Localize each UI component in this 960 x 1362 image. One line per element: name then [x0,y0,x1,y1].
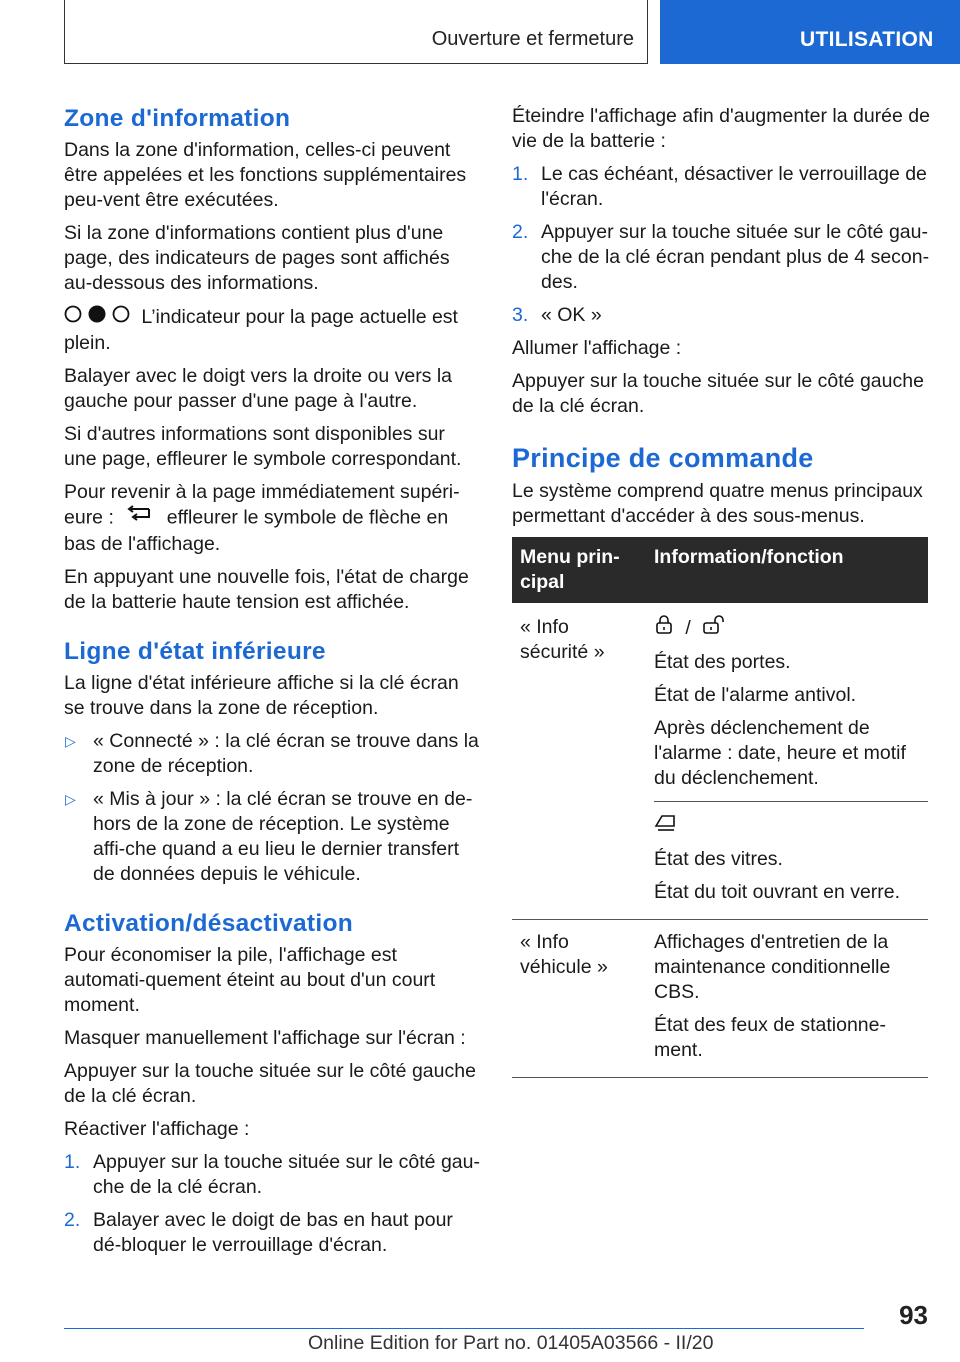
indicator-text: L’indicateur pour la page actuelle est plein. [64,305,458,354]
paragraph-page-indicator [64,304,482,356]
menu-table [512,537,928,1078]
paragraph: Le système comprend quatre menus principaux permettant d'accéder à des sous-menus. [512,480,923,527]
paragraph: La ligne d'état inférieure affiche si la clé écran se trouve dans la zone de réception. [64,672,459,719]
back-text-part1: Pour revenir à la page immédiatement supéri-eure : [64,481,460,529]
list-item: 1. Appuyer sur la touche située sur le côté gau-che de la clé écran. [64,1151,480,1198]
window-icon-line [654,812,920,839]
info-line: État des vitres. [654,848,783,870]
left-column [64,104,482,1266]
info-line: Après déclenchement de l'alarme : date, heure et motif du déclenchement. [654,717,906,789]
info-line: État du toit ouvrant en verre. [654,881,901,903]
cell-divider [654,801,928,802]
list-item: ▷ « Connecté » : la clé écran se trouve dans la zone de réception. [65,730,479,777]
table-cell-info [646,603,928,920]
page-number: 93 [899,1300,928,1330]
status-bullet-list [64,729,482,887]
paragraph: Réactiver l'affichage : [64,1118,250,1140]
page-indicator-icon [64,304,130,331]
table-header-menu: Menu prin-cipal [512,537,646,603]
header-chapter-label: UTILISATION [800,28,934,51]
paragraph: Dans la zone d'information, celles-ci peuvent être appelées et les fonctions supplémentaires peu-vent être exécutées. [64,139,467,211]
table-cell-menu: « Info véhicule » [512,920,646,1078]
footer-rule [64,1328,864,1329]
header-chapter-tab [660,0,960,64]
turn-off-steps [512,162,932,328]
heading-zone-information: Zone d'information [64,105,291,132]
list-item: ▷ « Mis à jour » : la clé écran se trouve en de-hors de la zone de réception. Le système affi-che quand a eu lieu le dernier transfert de données depuis le véhicule. [65,788,473,885]
footer-edition: Online Edition for Part no. 01405A03566 - II/20 [308,1332,714,1354]
lock-closed-icon [654,615,674,642]
paragraph: Pour économiser la pile, l'affichage est automati-quement éteint au bout d'un court moment. [64,944,436,1016]
table-cell-menu: « Info sécurité » [512,603,646,920]
list-item: 2. Balayer avec le doigt de bas en haut pour dé-bloquer le verrouillage d'écran. [64,1209,453,1256]
paragraph: Balayer avec le doigt vers la droite ou vers la gauche pour passer d'une page à l'autre. [64,365,453,412]
paragraph-back-arrow [64,480,482,557]
paragraph: Éteindre l'affichage afin d'augmenter la durée de vie de la batterie : [512,105,930,152]
list-item: 2. Appuyer sur la touche située sur le côté gau-che de la clé écran pendant plus de 4 secon-des. [512,221,930,293]
paragraph: Si d'autres informations sont disponibles sur une page, effleurer le symbole correspondant. [64,423,462,470]
heading-ligne-etat: Ligne d'état inférieure [64,638,326,665]
heading-principe-commande: Principe de commande [512,443,814,473]
header-section-title: Ouverture et fermeture [431,28,634,50]
list-item: 1. Le cas échéant, désactiver le verrouillage de l'écran. [512,163,927,210]
info-line: Affichages d'entretien de la maintenance conditionnelle CBS. [654,931,891,1003]
info-line: État de l'alarme antivol. [654,684,857,706]
paragraph: Si la zone d'informations contient plus d'une page, des indicateurs de pages sont affichés au-dessous des informations. [64,222,450,294]
table-row [512,920,928,1078]
table-header-info: Information/fonction [646,537,928,603]
window-icon [654,812,678,839]
lock-icons-line: / [654,615,920,642]
list-item: 3. « OK » [512,304,602,326]
back-text-part2: effleurer le symbole de flèche en bas de l'affichage. [64,506,449,555]
right-column [512,104,932,1078]
table-cell-info [646,920,928,1078]
lock-open-icon [702,615,728,642]
triangle-bullet-icon: ▷ [65,791,76,807]
table-header-row [512,537,928,603]
back-arrow-icon [125,505,155,532]
paragraph: Allumer l'affichage : [512,337,682,359]
reactivate-steps [64,1150,482,1258]
info-line: État des feux de stationne-ment. [654,1014,886,1061]
paragraph: En appuyant une nouvelle fois, l'état de charge de la batterie haute tension est affichée. [64,566,469,613]
table-row [512,603,928,920]
paragraph: Masquer manuellement l'affichage sur l'écran : [64,1027,466,1049]
triangle-bullet-icon: ▷ [65,733,76,749]
paragraph: Appuyer sur la touche située sur le côté gauche de la clé écran. [512,370,924,417]
info-line: État des portes. [654,651,791,673]
paragraph: Appuyer sur la touche située sur le côté gauche de la clé écran. [64,1060,476,1107]
heading-activation: Activation/désactivation [64,910,354,937]
